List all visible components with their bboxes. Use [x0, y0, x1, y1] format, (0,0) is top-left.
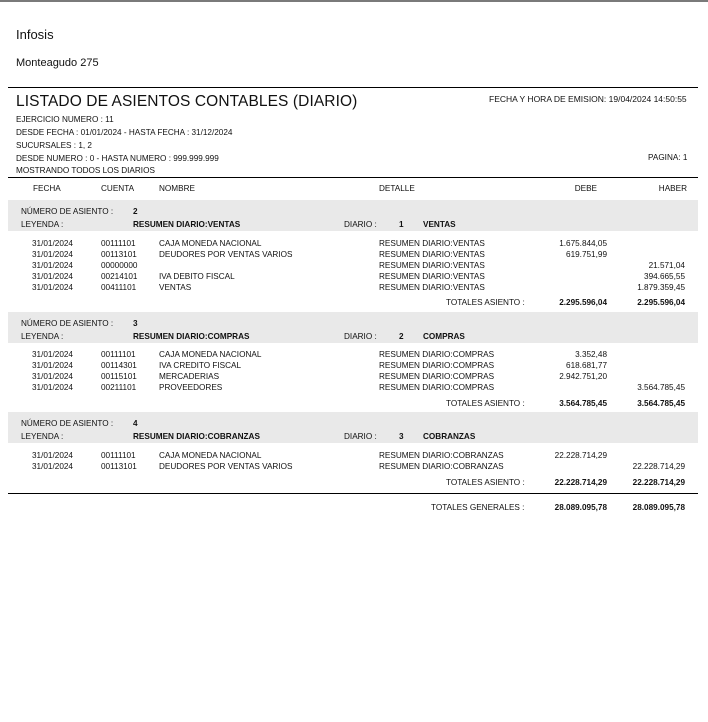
columns-divider [8, 177, 698, 178]
row-detalle: RESUMEN DIARIO:VENTAS [379, 283, 485, 292]
entry-total-haber: 22.228.714,29 [632, 478, 685, 487]
emission-datetime: FECHA Y HORA DE EMISION: 19/04/2024 14:50:55 [489, 94, 687, 104]
entry-total-haber: 3.564.785,45 [637, 399, 685, 408]
page-number: PAGINA: 1 [648, 153, 688, 162]
row-cuenta: 00113101 [101, 250, 137, 259]
col-header-cuenta: CUENTA [101, 184, 135, 193]
col-header-haber: HABER [658, 184, 687, 193]
entry-number: 4 [133, 419, 138, 428]
entry-legend-label: LEYENDA : [21, 432, 64, 441]
ejercicio-number: EJERCICIO NUMERO : 11 [16, 115, 114, 124]
entry-total-debe: 2.295.596,04 [559, 298, 607, 307]
entry-journal-number: 3 [399, 432, 404, 441]
journals-filter: MOSTRANDO TODOS LOS DIARIOS [16, 166, 155, 175]
entry-journal-name: VENTAS [423, 220, 456, 229]
row-nombre: VENTAS [159, 283, 192, 292]
row-fecha: 31/01/2024 [32, 451, 73, 460]
entry-journal-label: DIARIO : [344, 432, 377, 441]
entry-total-debe: 3.564.785,45 [559, 399, 607, 408]
entry-journal-name: COBRANZAS [423, 432, 476, 441]
row-cuenta: 00411101 [101, 283, 137, 292]
grand-total-debe: 28.089.095,78 [554, 503, 607, 512]
row-nombre: CAJA MONEDA NACIONAL [159, 451, 262, 460]
entry-total-label: TOTALES ASIENTO : [446, 298, 525, 307]
entry-legend: RESUMEN DIARIO:COBRANZAS [133, 432, 260, 441]
entry-journal-number: 2 [399, 332, 404, 341]
col-header-nombre: NOMBRE [159, 184, 195, 193]
row-cuenta: 00111101 [101, 239, 136, 248]
row-detalle: RESUMEN DIARIO:COBRANZAS [379, 451, 504, 460]
entry-journal-label: DIARIO : [344, 220, 377, 229]
row-detalle: RESUMEN DIARIO:VENTAS [379, 250, 485, 259]
row-detalle: RESUMEN DIARIO:VENTAS [379, 261, 485, 270]
row-cuenta: 00211101 [101, 383, 137, 392]
col-header-detalle: DETALLE [379, 184, 415, 193]
row-fecha: 31/01/2024 [32, 272, 73, 281]
entry-legend: RESUMEN DIARIO:VENTAS [133, 220, 241, 229]
row-nombre: PROVEEDORES [159, 383, 223, 392]
entry-total-debe: 22.228.714,29 [554, 478, 607, 487]
row-cuenta: 00113101 [101, 462, 137, 471]
entry-legend-label: LEYENDA : [21, 220, 64, 229]
grand-total-label: TOTALES GENERALES : [431, 503, 525, 512]
row-haber: 3.564.785,45 [637, 383, 685, 392]
entry-total-label: TOTALES ASIENTO : [446, 478, 525, 487]
row-nombre: IVA CREDITO FISCAL [159, 361, 242, 370]
entry-number-label: NÚMERO DE ASIENTO : [21, 207, 114, 216]
row-nombre: CAJA MONEDA NACIONAL [159, 239, 262, 248]
row-cuenta: 00000000 [101, 261, 138, 270]
entry-legend-label: LEYENDA : [21, 332, 64, 341]
row-detalle: RESUMEN DIARIO:COBRANZAS [379, 462, 504, 471]
row-fecha: 31/01/2024 [32, 372, 73, 381]
company-name: Infosis [16, 27, 54, 42]
row-haber: 1.879.359,45 [637, 283, 685, 292]
report-title: LISTADO DE ASIENTOS CONTABLES (DIARIO) [16, 93, 358, 110]
row-detalle: RESUMEN DIARIO:VENTAS [379, 239, 485, 248]
row-debe: 2.942.751,20 [559, 372, 607, 381]
row-nombre: DEUDORES POR VENTAS VARIOS [159, 462, 293, 471]
entry-total-haber: 2.295.596,04 [637, 298, 685, 307]
row-nombre: DEUDORES POR VENTAS VARIOS [159, 250, 293, 259]
header-divider-top [8, 87, 698, 88]
row-detalle: RESUMEN DIARIO:COMPRAS [379, 350, 495, 359]
row-detalle: RESUMEN DIARIO:COMPRAS [379, 361, 495, 370]
row-detalle: RESUMEN DIARIO:VENTAS [379, 272, 485, 281]
branches: SUCURSALES : 1, 2 [16, 141, 92, 150]
row-fecha: 31/01/2024 [32, 283, 73, 292]
row-debe: 22.228.714,29 [554, 451, 607, 460]
row-debe: 619.751,99 [566, 250, 607, 259]
row-fecha: 31/01/2024 [32, 250, 73, 259]
row-detalle: RESUMEN DIARIO:COMPRAS [379, 383, 495, 392]
entry-journal-label: DIARIO : [344, 332, 377, 341]
entry-number-label: NÚMERO DE ASIENTO : [21, 419, 114, 428]
entry-journal-number: 1 [399, 220, 404, 229]
number-range: DESDE NUMERO : 0 - HASTA NUMERO : 999.999.999 [16, 154, 219, 163]
row-nombre: CAJA MONEDA NACIONAL [159, 350, 262, 359]
entry-legend: RESUMEN DIARIO:COMPRAS [133, 332, 250, 341]
grand-total-haber: 28.089.095,78 [632, 503, 685, 512]
row-debe: 1.675.844,05 [559, 239, 607, 248]
date-range: DESDE FECHA : 01/01/2024 - HASTA FECHA : 31/12/2024 [16, 128, 233, 137]
top-border [0, 0, 708, 2]
row-nombre: IVA DEBITO FISCAL [159, 272, 235, 281]
row-cuenta: 00111101 [101, 350, 136, 359]
entry-number: 2 [133, 207, 138, 216]
row-haber: 21.571,04 [648, 261, 685, 270]
row-fecha: 31/01/2024 [32, 350, 73, 359]
row-fecha: 31/01/2024 [32, 383, 73, 392]
entry-total-label: TOTALES ASIENTO : [446, 399, 525, 408]
row-cuenta: 00214101 [101, 272, 138, 281]
row-debe: 3.352,48 [575, 350, 607, 359]
row-cuenta: 00115101 [101, 372, 137, 381]
col-header-fecha: FECHA [33, 184, 61, 193]
row-detalle: RESUMEN DIARIO:COMPRAS [379, 372, 495, 381]
row-cuenta: 00111101 [101, 451, 136, 460]
entry-journal-name: COMPRAS [423, 332, 465, 341]
row-debe: 618.681,77 [566, 361, 607, 370]
col-header-debe: DEBE [574, 184, 597, 193]
entry-number-label: NÚMERO DE ASIENTO : [21, 319, 114, 328]
row-fecha: 31/01/2024 [32, 361, 73, 370]
row-fecha: 31/01/2024 [32, 261, 73, 270]
row-haber: 22.228.714,29 [632, 462, 685, 471]
row-haber: 394.665,55 [644, 272, 685, 281]
row-nombre: MERCADERIAS [159, 372, 220, 381]
row-fecha: 31/01/2024 [32, 462, 73, 471]
company-address: Monteagudo 275 [16, 57, 99, 69]
row-cuenta: 00114301 [101, 361, 137, 370]
entry-number: 3 [133, 319, 138, 328]
row-fecha: 31/01/2024 [32, 239, 73, 248]
grand-total-divider [8, 493, 698, 494]
